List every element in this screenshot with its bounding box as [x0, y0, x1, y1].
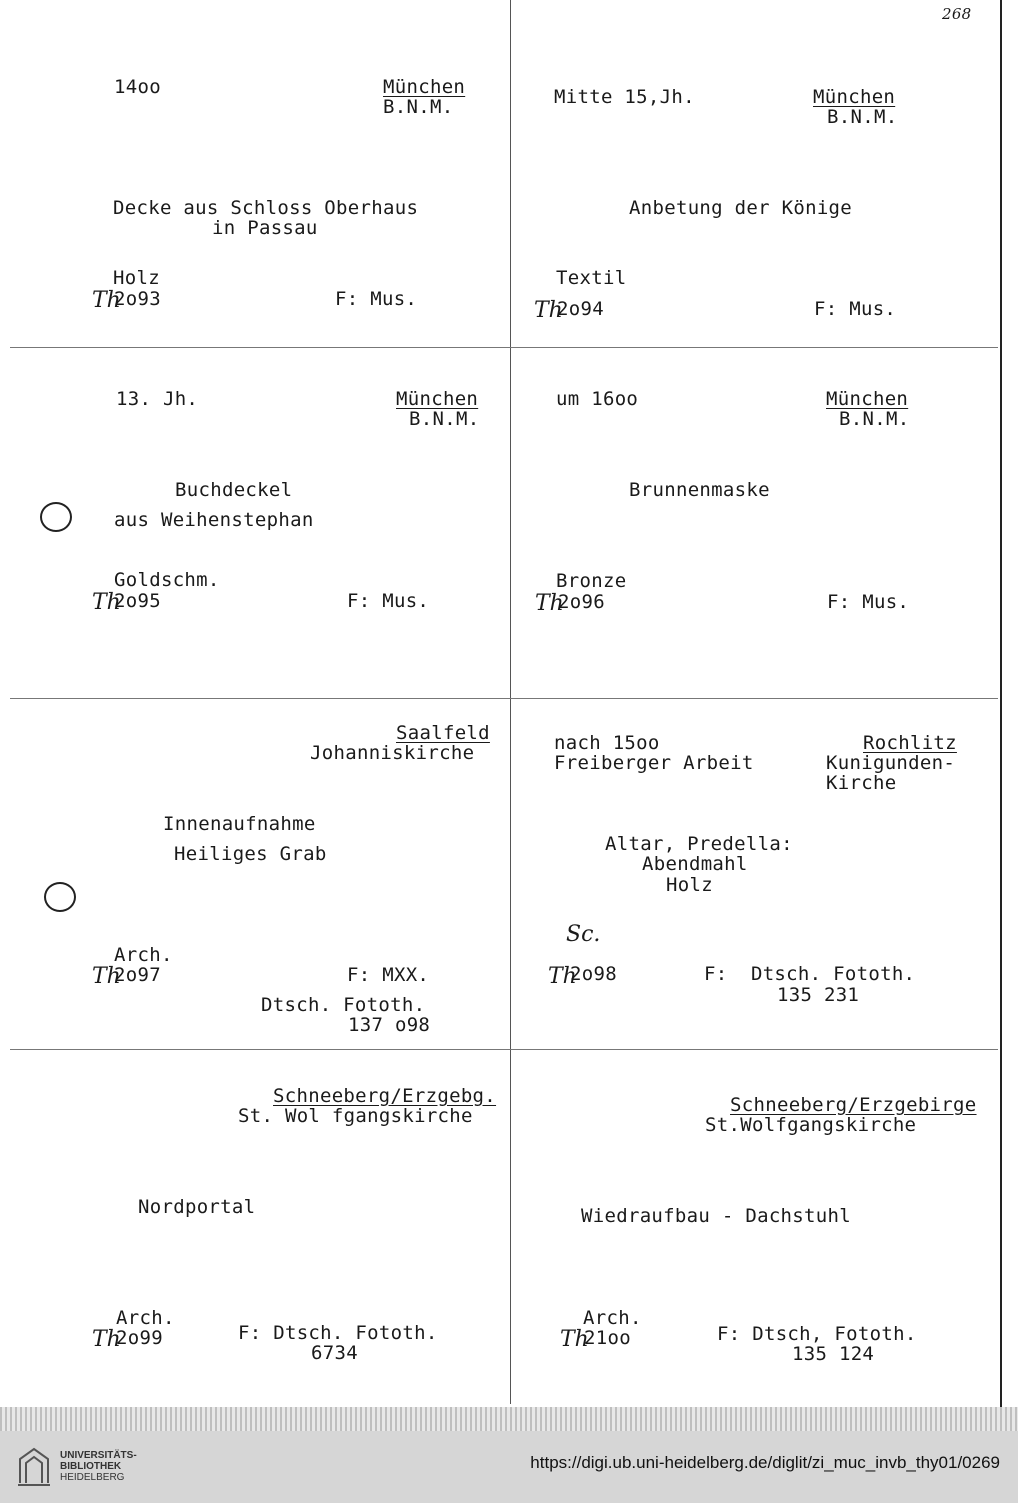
card-church: St. Wol fgangskirche: [238, 1105, 473, 1127]
card-title: Anbetung der Könige: [629, 197, 853, 219]
card-collection: B.N.M.: [383, 96, 454, 118]
horizontal-divider: [10, 347, 998, 348]
card-number: 2o95: [114, 590, 161, 612]
card-number: 2o94: [557, 298, 604, 320]
card-title: Wiedraufbau - Dachstuhl: [581, 1205, 851, 1227]
horizontal-divider: [10, 698, 998, 699]
card-date: nach 15oo: [554, 732, 660, 754]
source-url-link[interactable]: https://digi.ub.uni-heidelberg.de/diglit/zi_muc_invb_thy01/0269: [530, 1453, 1000, 1472]
th-mark: Th: [560, 1327, 589, 1352]
card-place: München: [396, 388, 479, 410]
th-mark: Th: [534, 298, 563, 323]
card-place: Rochlitz: [863, 732, 957, 754]
library-logo-icon: [14, 1445, 54, 1489]
th-mark: Th: [92, 1327, 121, 1352]
library-name: [60, 1450, 137, 1483]
card-source: F: MXX.: [347, 964, 430, 986]
card-title-2: Abendmahl: [642, 853, 748, 875]
card-place: Saalfeld: [396, 722, 490, 744]
punch-hole: [40, 502, 72, 532]
card-material: Textil: [556, 267, 627, 289]
scan-edge-strip: [0, 1407, 1018, 1431]
page-number: 268: [942, 5, 972, 23]
card-material: Goldschm.: [114, 569, 220, 591]
card-place: München: [826, 388, 909, 410]
card-church: St.Wolfgangskirche: [705, 1114, 917, 1136]
card-date-2: Freiberger Arbeit: [554, 752, 754, 774]
th-mark: Th: [92, 288, 121, 313]
card-material: Arch.: [583, 1307, 642, 1329]
card-source: F: Mus.: [347, 590, 430, 612]
card-date: 14oo: [114, 76, 161, 98]
card-number: 2o93: [114, 288, 161, 310]
card-title: Nordportal: [138, 1196, 256, 1218]
card-source: F: Dtsch. Fototh.: [704, 963, 916, 985]
card-number: 2o96: [558, 591, 605, 613]
card-church: Johanniskirche: [310, 742, 475, 764]
library-name-line1: UNIVERSITÄTS-: [60, 1450, 137, 1461]
card-source-3: 137 o98: [348, 1014, 431, 1036]
library-name-line3: HEIDELBERG: [60, 1472, 125, 1483]
th-mark: Th: [535, 591, 564, 616]
card-title-3: Holz: [666, 874, 713, 896]
card-title-2: aus Weihenstephan: [114, 509, 314, 531]
th-mark: Th: [548, 964, 577, 989]
card-church-2: Kirche: [826, 772, 897, 794]
card-material: Arch.: [114, 944, 173, 966]
card-title: Brunnenmaske: [629, 479, 770, 501]
vertical-divider: [510, 0, 511, 1404]
card-material: Bronze: [556, 570, 627, 592]
footer-bar: [0, 1431, 1018, 1503]
card-material: Holz: [113, 267, 160, 289]
card-title: Innenaufnahme: [163, 813, 316, 835]
card-source: F: Mus.: [827, 591, 910, 613]
th-mark: Th: [92, 964, 121, 989]
card-date: 13. Jh.: [116, 388, 199, 410]
card-number: 2o97: [114, 964, 161, 986]
card-number: 2o99: [116, 1327, 163, 1349]
card-material: Arch.: [116, 1307, 175, 1329]
card-place: Schneeberg/Erzgebirge: [730, 1094, 977, 1116]
card-date: Mitte 15,Jh.: [554, 86, 695, 108]
card-source: F: Mus.: [814, 298, 897, 320]
card-title-2: Heiliges Grab: [174, 843, 327, 865]
card-place: München: [383, 76, 466, 98]
card-number: 21oo: [584, 1327, 631, 1349]
th-mark: Th: [92, 590, 121, 615]
card-source: F: Mus.: [335, 288, 418, 310]
card-collection: B.N.M.: [839, 408, 910, 430]
card-source: F: Dtsch, Fototh.: [717, 1323, 917, 1345]
card-number: 2o98: [570, 963, 617, 985]
card-date: um 16oo: [556, 388, 639, 410]
card-source-2: 6734: [311, 1342, 358, 1364]
card-source-2: 135 231: [777, 984, 860, 1006]
card-collection: B.N.M.: [827, 106, 898, 128]
card-collection: B.N.M.: [409, 408, 480, 430]
card-title: Buchdeckel: [175, 479, 293, 501]
card-title-2: in Passau: [212, 217, 318, 239]
card-source: F: Dtsch. Fototh.: [238, 1322, 438, 1344]
card-source-2: 135 124: [792, 1343, 875, 1365]
card-place: München: [813, 86, 896, 108]
card-source-2: Dtsch. Fototh.: [261, 994, 426, 1016]
library-name-line2: BIBLIOTHEK: [60, 1461, 122, 1472]
card-place: Schneeberg/Erzgebg.: [273, 1085, 497, 1107]
card-title: Altar, Predella:: [605, 833, 793, 855]
punch-hole: [44, 882, 76, 912]
card-title: Decke aus Schloss Oberhaus: [113, 197, 419, 219]
horizontal-divider: [10, 1049, 998, 1050]
card-church: Kunigunden-: [826, 752, 956, 774]
card-material: Sc.: [566, 922, 601, 947]
